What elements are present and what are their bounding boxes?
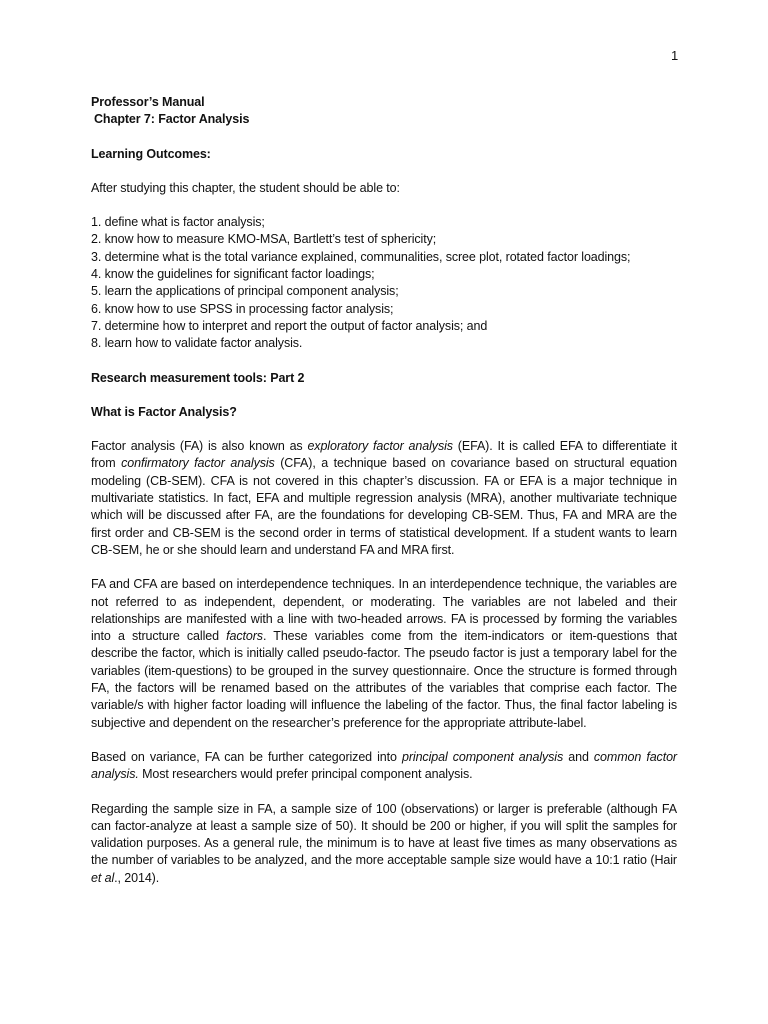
- list-item: 8. learn how to validate factor analysis.: [91, 336, 303, 351]
- chapter-title: Chapter 7: Factor Analysis: [94, 112, 250, 127]
- list-item: 4. know the guidelines for significant factor loadings;: [91, 267, 375, 282]
- learning-outcomes-list: [91, 214, 677, 352]
- list-item: 1. define what is factor analysis;: [91, 215, 265, 230]
- learning-outcomes-intro: After studying this chapter, the student should be able to:: [91, 180, 400, 195]
- list-item: 2. know how to measure KMO-MSA, Bartlett’s test of sphericity;: [91, 232, 437, 247]
- paragraph-fa-definition: Factor analysis (FA) is also known as exploratory factor analysis (EFA). It is called EFA to differentiate it from confirmatory factor analysis (CFA), a technique based on covariance based on structural equation modeling (CB-SEM). CFA is not covered in this chapter’s discussion. FA or EFA is a major technique in multivariate statistics. In fact, EFA and multiple regression analysis (MRA), another multivariate technique which will be discussed after FA, are the foundations for developing CB-SEM. Thus, FA and MRA are the first order and CB-SEM is the second order in terms of statistical development. If a student wants to learn CB-SEM, he or she should learn and understand FA and MRA first.: [91, 439, 677, 557]
- section-heading: Research measurement tools: Part 2: [91, 370, 305, 385]
- learning-outcomes-heading: Learning Outcomes:: [91, 146, 211, 161]
- manual-title: Professor’s Manual: [91, 95, 205, 109]
- list-item: 5. learn the applications of principal component analysis;: [91, 284, 399, 299]
- subsection-heading: What is Factor Analysis?: [91, 404, 237, 419]
- document-body: [91, 94, 677, 887]
- paragraph-sample-size: Regarding the sample size in FA, a sample size of 100 (observations) or larger is preferable (although FA can factor-analyze at least a sample size of 50). It should be 200 or higher, if you will split the samples for validation purposes. As a general rule, the minimum is to have at least five times as many observations as the number of variables to be analyzed, and the more acceptable sample size would have a 10:1 ratio (Hair et al., 2014).: [91, 801, 677, 885]
- page-number: 1: [671, 48, 679, 63]
- list-item: 7. determine how to interpret and report the output of factor analysis; and: [91, 318, 488, 333]
- paragraph-variance: Based on variance, FA can be further categorized into principal component analysis and common factor analysis. Most researchers would prefer principal component analysis.: [91, 749, 677, 782]
- list-item: 3. determine what is the total variance explained, communalities, scree plot, rotated factor loadings;: [91, 249, 631, 264]
- paragraph-interdependence: FA and CFA are based on interdependence techniques. In an interdependence technique, the variables are not referred to as independent, dependent, or moderating. The variables are not labeled and their relationships are manifested with a line with two-headed arrows. FA is processed by forming the variables into a structure called factors. These variables come from the item-indicators or item-questions that describe the factor, which is initially called pseudo-factor. The pseudo factor is just a temporary label for the variables (item-questions) to be grouped in the survey questionnaire. Once the structure is formed through FA, the factors will be renamed based on the attributes of the variables that comprise each factor. The variable/s with higher factor loading will influence the labeling of the factor. Thus, the final factor labeling is subjective and dependent on the researcher’s preference for the appropriate attribute-label.: [91, 577, 677, 730]
- list-item: 6. know how to use SPSS in processing factor analysis;: [91, 301, 394, 316]
